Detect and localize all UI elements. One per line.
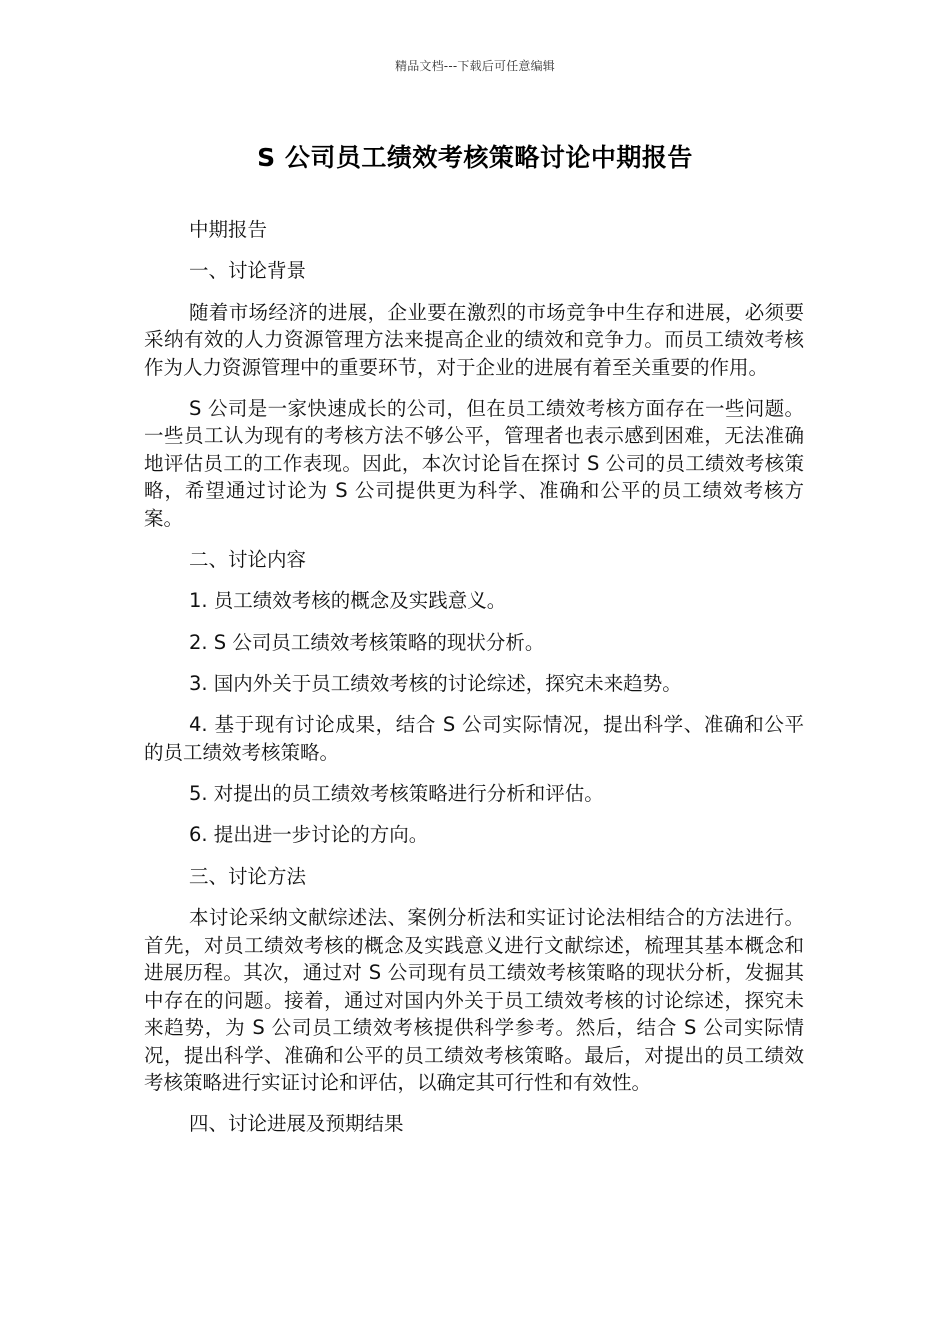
list-item: 3. 国内外关于员工绩效考核的讨论综述，探究未来趋势。 (189, 672, 682, 696)
paragraph: 随着市场经济的进展，企业要在激烈的市场竞争中生存和进展，必须要采纳有效的人力资源管理方法来提高企业的绩效和竞争力。而员工绩效考核作为人力资源管理中的重要环节，对于企业的进展有着至关重要的作用。 (144, 300, 804, 379)
section-heading: 一、讨论背景 (189, 259, 307, 283)
section-heading: 二、讨论内容 (189, 548, 307, 572)
page-header: 精品文档---下载后可任意编辑 (395, 59, 555, 73)
list-item: 2. S 公司员工绩效考核策略的现状分析。 (189, 630, 545, 654)
paragraph: 本讨论采纳文献综述法、案例分析法和实证讨论法相结合的方法进行。首先，对员工绩效考核的概念及实践意义进行文献综述，梳理其基本概念和进展历程。其次，通过对 S 公司现有员工绩效考核策略的现状分析，发掘其中存在的问题。接着，通过对国内外关于员工绩效考核的讨论综述，探究未来趋势，为 S 公司员工绩效考核提供科学参考。然后，结合 S 公司实际情况，提出科学、准确和公平的员工绩效考核策略。最后，对提出的员工绩效考核策略进行实证讨论和评估，以确定其可行性和有效性。 (144, 906, 804, 1095)
list-item: 6. 提出进一步讨论的方向。 (189, 823, 429, 847)
document-body (144, 216, 804, 1152)
list-item: 1. 员工绩效考核的概念及实践意义。 (189, 589, 507, 613)
paragraph: S 公司是一家快速成长的公司，但在员工绩效考核方面存在一些问题。一些员工认为现有的考核方法不够公平，管理者也表示感到困难，无法准确地评估员工的工作表现。因此，本次讨论旨在探讨 S 公司的员工绩效考核策略，希望通过讨论为 S 公司提供更为科学、准确和公平的员工绩效考核方案。 (144, 396, 804, 530)
document-title: S 公司员工绩效考核策略讨论中期报告 (257, 143, 693, 172)
paragraph: 中期报告 (189, 218, 268, 241)
list-item: 4. 基于现有讨论成果，结合 S 公司实际情况，提出科学、准确和公平的员工绩效考核策略。 (144, 713, 804, 764)
list-item: 5. 对提出的员工绩效考核策略进行分析和评估。 (189, 782, 604, 806)
section-heading: 四、讨论进展及预期结果 (189, 1112, 404, 1136)
section-heading: 三、讨论方法 (189, 864, 307, 888)
